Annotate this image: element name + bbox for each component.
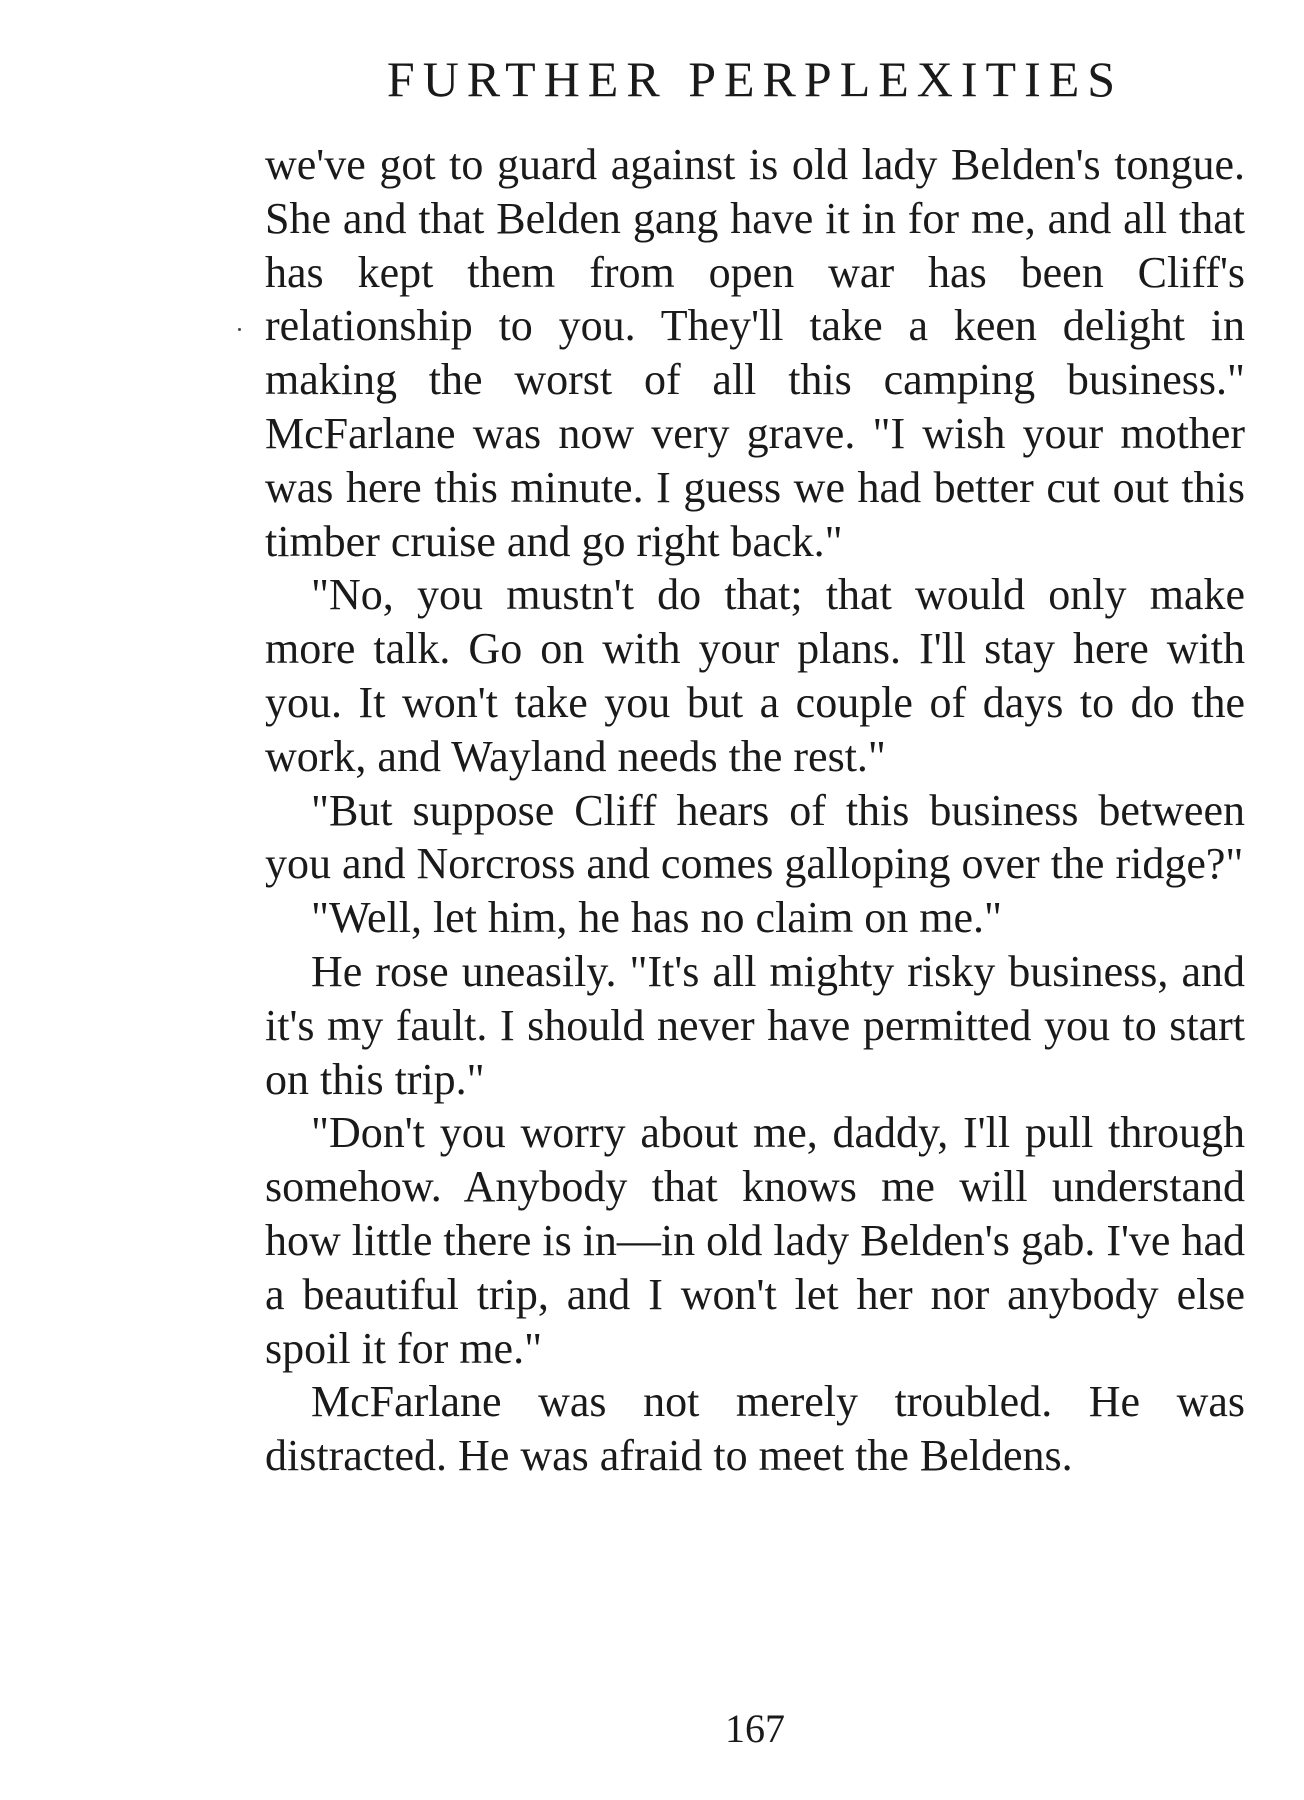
paragraph: "Well, let him, he has no claim on me." (311, 893, 1003, 943)
paragraph: He rose uneasily. "It's all mighty risky business, and it's my fault. I should never have permitted you to start on this trip." (265, 946, 1245, 1104)
body-text (265, 138, 1245, 1483)
print-speck (238, 328, 241, 331)
paragraph: "Don't you worry about me, daddy, I'll pull through somehow. Anybody that knows me will understand how little there is in—in old lady Belden's gab. I've had a beautiful trip, and I won't let her nor anybody else spoil it for me." (265, 1108, 1245, 1373)
running-head: FURTHER PERPLEXITIES (386, 51, 1124, 107)
page-number: 167 (725, 1706, 785, 1751)
paragraph: "No, you mustn't do that; that would only make more talk. Go on with your plans. I'll stay here with you. It won't take you but a couple of days to do the work, and Wayland needs the rest." (265, 570, 1245, 781)
paragraph: McFarlane was not merely troubled. He was distracted. He was afraid to meet the Beldens. (265, 1377, 1245, 1481)
paragraph-continued: we've got to guard against is old lady Belden's tongue. She and that Belden gang have it in for me, and all that has kept them from open war has been Cliff's relationship to you. They'll take a keen delight in making the worst of all this camping business." McFarlane was now very grave. "I wish your mother was here this minute. I guess we had better cut out this timber cruise and go right back." (265, 140, 1245, 566)
paragraph: "But suppose Cliff hears of this business between you and Norcross and comes galloping over the ridge?" (265, 785, 1245, 889)
